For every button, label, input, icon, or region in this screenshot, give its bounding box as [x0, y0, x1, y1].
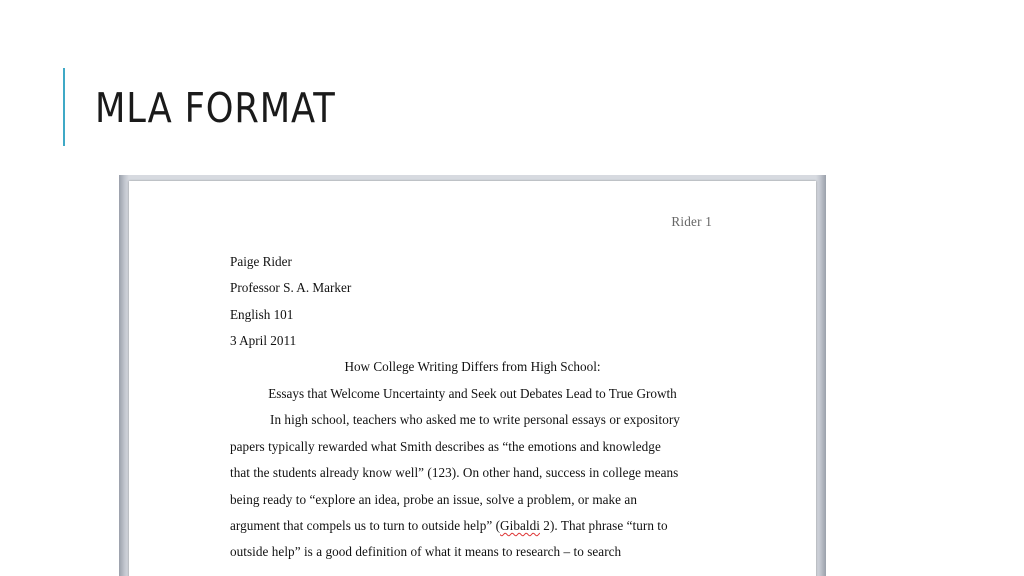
document-screenshot	[119, 175, 826, 576]
essay-title-line-2: Essays that Welcome Uncertainty and Seek out Debates Lead to True Growth	[268, 386, 677, 401]
course-name: English 101	[230, 307, 294, 322]
instructor-name: Professor S. A. Marker	[230, 280, 352, 295]
essay-title-line-1: How College Writing Differs from High School:	[344, 359, 601, 374]
body-line-3: that the students already know well” (123). On other hand, success in college means	[230, 465, 679, 480]
body-line-4: being ready to “explore an idea, probe an issue, solve a problem, or make an	[230, 492, 637, 507]
spell-flagged-word: Gibaldi	[500, 518, 540, 533]
body-line-6: outside help” is a good definition of what it means to research – to search	[230, 544, 622, 559]
running-head: Rider 1	[671, 214, 712, 229]
title-accent-bar	[63, 68, 65, 146]
body-line-2: papers typically rewarded what Smith describes as “the emotions and knowledge	[230, 439, 661, 454]
body-line-5	[230, 518, 668, 534]
body-line-5-end: 2). That phrase “turn to	[539, 518, 668, 533]
body-line-5-start: argument that compels us to turn to outside help” (	[230, 518, 501, 533]
body-line-1: In high school, teachers who asked me to write personal essays or expository	[270, 412, 680, 427]
slide-title: MLA FORMAT	[95, 84, 336, 132]
document-page	[129, 181, 816, 576]
author-name: Paige Rider	[230, 254, 292, 269]
date: 3 April 2011	[230, 333, 297, 348]
